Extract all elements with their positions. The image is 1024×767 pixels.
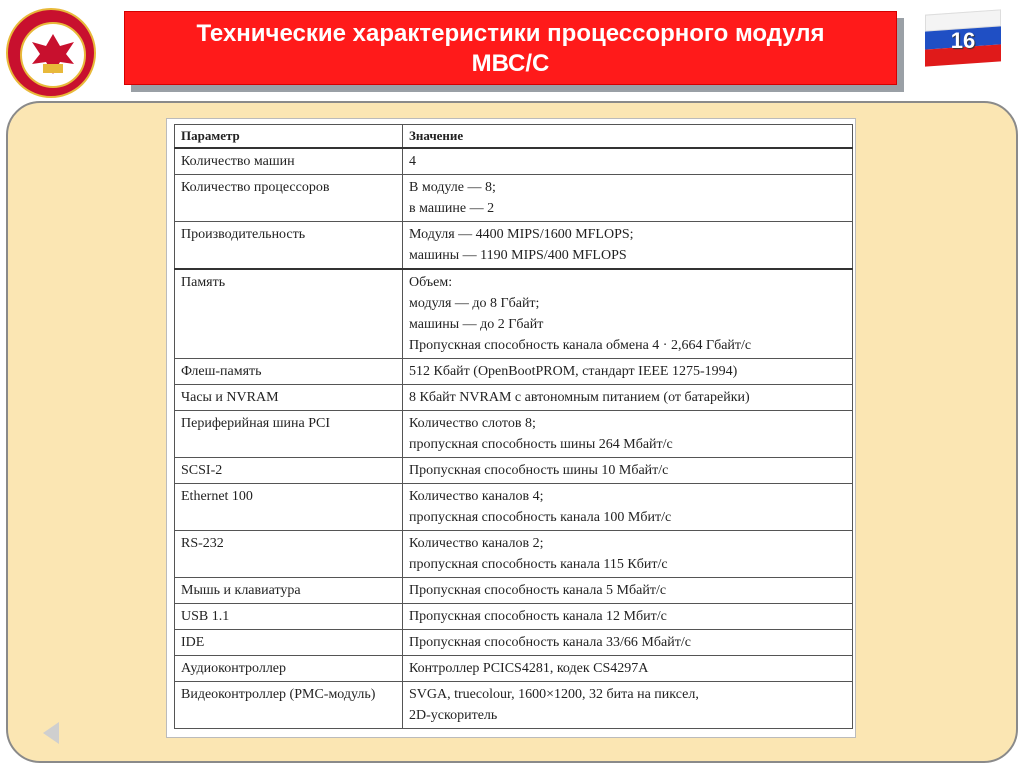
value-cell — [403, 175, 853, 222]
table-row — [175, 359, 853, 385]
value-cell — [403, 484, 853, 531]
table-row — [175, 269, 853, 359]
value-cell — [403, 222, 853, 270]
param-cell: Периферийная шина PCI — [175, 411, 403, 458]
param-cell: Количество машин — [175, 148, 403, 175]
column-header-param: Параметр — [175, 125, 403, 149]
value-line: В модуле — 8; — [409, 180, 496, 195]
table-row — [175, 148, 853, 175]
table-row — [175, 222, 853, 270]
value-line: Контроллер PCICS4281, кодек CS4297A — [409, 661, 649, 676]
value-line: Модуля — 4400 MIPS/1600 MFLOPS; — [409, 227, 634, 242]
param-cell: Ethernet 100 — [175, 484, 403, 531]
previous-slide-arrow-icon[interactable] — [43, 722, 59, 744]
eagle-icon — [22, 24, 84, 86]
emblem-center — [20, 22, 86, 88]
value-cell — [403, 604, 853, 630]
param-cell: Часы и NVRAM — [175, 385, 403, 411]
value-line: Количество каналов 4; — [409, 489, 544, 504]
table-row — [175, 630, 853, 656]
param-cell: USB 1.1 — [175, 604, 403, 630]
value-line: машины — до 2 Гбайт — [409, 317, 544, 332]
table-row — [175, 458, 853, 484]
value-cell — [403, 148, 853, 175]
value-line: машины — 1190 MIPS/400 MFLOPS — [409, 248, 627, 263]
value-line: Количество слотов 8; — [409, 416, 536, 431]
value-cell — [403, 269, 853, 359]
param-cell: Аудиоконтроллер — [175, 656, 403, 682]
value-line: пропускная способность шины 264 Мбайт/с — [409, 437, 673, 452]
value-line: 2D-ускоритель — [409, 708, 498, 723]
param-cell: SCSI-2 — [175, 458, 403, 484]
value-line: Пропускная способность канала 33/66 Мбайт/с — [409, 635, 691, 650]
value-line: 8 Кбайт NVRAM с автономным питанием (от батарейки) — [409, 390, 750, 405]
page-title-line-2: МВС/С — [471, 50, 550, 77]
table-row — [175, 411, 853, 458]
table-row — [175, 484, 853, 531]
table-row — [175, 531, 853, 578]
value-line: Пропускная способность канала 5 Мбайт/с — [409, 583, 667, 598]
param-cell: Производительность — [175, 222, 403, 270]
param-cell: RS-232 — [175, 531, 403, 578]
value-cell — [403, 578, 853, 604]
value-cell — [403, 682, 853, 729]
table-row — [175, 175, 853, 222]
param-cell: IDE — [175, 630, 403, 656]
value-line: пропускная способность канала 115 Кбит/с — [409, 557, 668, 572]
value-line: Пропускная способность канала 12 Мбит/с — [409, 609, 667, 624]
page-title — [124, 11, 897, 85]
page-title-line-1: Технические характеристики процессорного модуля — [196, 20, 825, 47]
column-header-value: Значение — [403, 125, 853, 149]
value-line: Объем: — [409, 275, 453, 290]
value-cell — [403, 385, 853, 411]
table-row — [175, 578, 853, 604]
param-cell: Память — [175, 269, 403, 359]
param-cell: Количество процессоров — [175, 175, 403, 222]
table-row — [175, 656, 853, 682]
value-line: Пропускная способность канала обмена 4 · 2,664 Гбайт/с — [409, 338, 752, 353]
table-row — [175, 682, 853, 729]
table-header-row — [175, 125, 853, 149]
param-cell: Видеоконтроллер (PMC-модуль) — [175, 682, 403, 729]
value-cell — [403, 656, 853, 682]
value-line: 4 — [409, 154, 416, 169]
value-line: в машине — 2 — [409, 201, 495, 216]
value-line: Количество каналов 2; — [409, 536, 544, 551]
academy-emblem-icon — [6, 8, 96, 98]
value-cell — [403, 411, 853, 458]
page-number: 16 — [950, 28, 976, 53]
spec-table — [174, 124, 853, 729]
table-row — [175, 385, 853, 411]
value-line: Пропускная способность шины 10 Мбайт/с — [409, 463, 669, 478]
param-cell: Мышь и клавиатура — [175, 578, 403, 604]
spec-table-body — [175, 148, 853, 729]
param-cell: Флеш-память — [175, 359, 403, 385]
value-line: SVGA, truecolour, 1600×1200, 32 бита на пиксел, — [409, 687, 699, 702]
value-line: модуля — до 8 Гбайт; — [409, 296, 540, 311]
value-cell — [403, 458, 853, 484]
value-cell — [403, 630, 853, 656]
value-line: пропускная способность канала 100 Мбит/с — [409, 510, 672, 525]
value-cell — [403, 531, 853, 578]
table-row — [175, 604, 853, 630]
value-line: 512 Кбайт (OpenBootPROM, стандарт IEEE 1275-1994) — [409, 364, 738, 379]
value-cell — [403, 359, 853, 385]
spec-table-container — [166, 118, 856, 738]
